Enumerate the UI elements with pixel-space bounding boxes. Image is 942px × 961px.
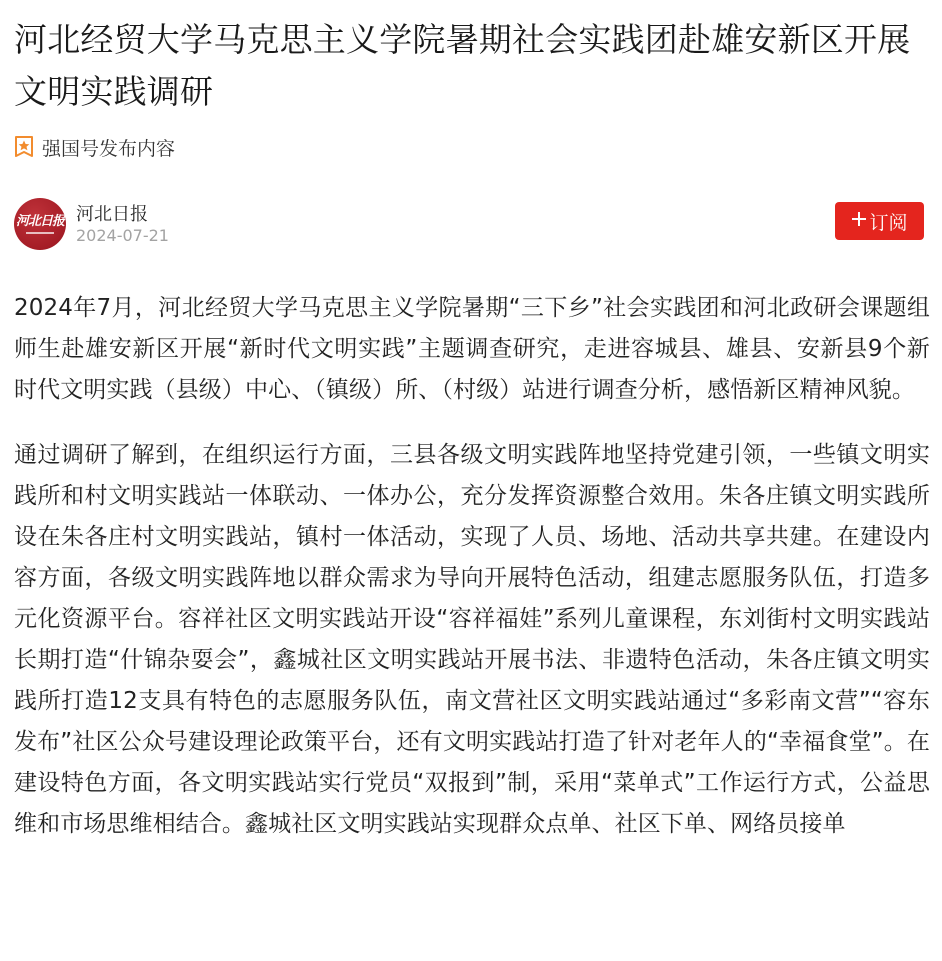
article-body [14,288,930,845]
avatar-logo-text: 河北日报 [15,213,64,229]
paragraph: 通过调研了解到，在组织运行方面，三县各级文明实践阵地坚持党建引领，一些镇文明实践所和村文明实践站一体联动、一体办公，充分发挥资源整合效用。朱各庄镇文明实践所设在朱各庄村文明实践站，镇村一体活动，实现了人员、场地、活动共享共建。在建设内容方面，各级文明实践阵地以群众需求为导向开展特色活动，组建志愿服务队伍，打造多元化资源平台。容祥社区文明实践站开设“容祥福娃”系列儿童课程，东刘街村文明实践站长期打造“什锦杂耍会”，鑫城社区文明实践站开展书法、非遗特色活动，朱各庄镇文明实践所打造12支具有特色的志愿服务队伍，南文营社区文明实践站通过“多彩南文营”“容东发布”社区公众号建设理论政策平台，还有文明实践站打造了针对老年人的“幸福食堂”。在建设特色方面，各文明实践站实行党员“双报到”制，采用“菜单式”工作运行方式，公益思维和市场思维相结合。鑫城社区文明实践站实现群众点单、社区下单、网络员接单 [14,442,930,837]
star-badge-icon [14,136,34,158]
author-bar [14,198,930,252]
article-page [14,0,930,869]
article-title: 河北经贸大学马克思主义学院暑期社会实践团赴雄安新区开展文明实践调研 [14,20,911,111]
subscribe-button[interactable] [835,202,924,240]
source-tag [14,134,930,160]
avatar[interactable] [14,198,66,250]
subscribe-label: 订阅 [869,211,908,234]
publish-date: 2024-07-21 [76,226,169,245]
source-tag-label: 强国号发布内容 [42,137,176,160]
plus-icon [851,210,867,232]
author-name[interactable]: 河北日报 [76,204,148,225]
avatar-logo-underline [26,232,54,234]
paragraph: 2024年7月，河北经贸大学马克思主义学院暑期“三下乡”社会实践团和河北政研会课题组师生赴雄安新区开展“新时代文明实践”主题调查研究，走进容城县、雄县、安新县9个新时代文明实践（县级）中心、（镇级）所、（村级）站进行调查分析，感悟新区精神风貌。 [14,295,930,403]
